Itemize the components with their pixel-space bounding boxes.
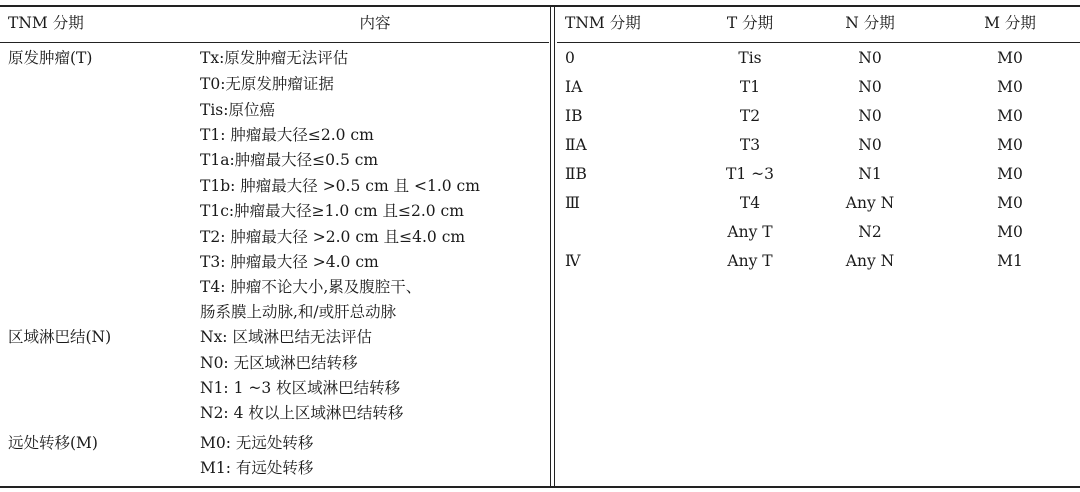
m-item-m0: M0: 无远处转移 xyxy=(200,434,314,452)
t-item-t1a: T1a:肿瘤最大径≤0.5 cm xyxy=(200,151,379,169)
category-regional-lymph-nodes: 区域淋巴结(N) xyxy=(8,328,112,346)
t-item-t1b: T1b: 肿瘤最大径 >0.5 cm 且 <1.0 cm xyxy=(200,177,480,195)
header-bottom-rule-right xyxy=(557,42,1080,43)
cell-stage: 0 xyxy=(565,49,575,67)
cell-n: Any N xyxy=(845,194,895,212)
right-header-n-stage: N 分期 xyxy=(845,14,895,32)
cell-m: M0 xyxy=(997,107,1023,125)
t-item-t0: T0:无原发肿瘤证据 xyxy=(200,75,334,93)
t-item-tx: Tx:原发肿瘤无法评估 xyxy=(200,49,349,67)
cell-stage: Ⅳ xyxy=(565,252,581,270)
cell-t: T4 xyxy=(739,194,761,212)
cell-n: N0 xyxy=(858,136,882,154)
right-header-t-stage: T 分期 xyxy=(726,14,774,32)
cell-m: M0 xyxy=(997,194,1023,212)
t-item-t4: T4: 肿瘤不论大小,累及腹腔干、 xyxy=(200,278,422,296)
cell-t: Any T xyxy=(727,252,773,270)
cell-t: Any T xyxy=(727,223,773,241)
left-header-tnm-stage: TNM 分期 xyxy=(8,14,84,32)
t-item-t3: T3: 肿瘤最大径 >4.0 cm xyxy=(200,253,379,271)
cell-t: T2 xyxy=(739,107,761,125)
cell-m: M0 xyxy=(997,49,1023,67)
cell-stage: ⅠA xyxy=(565,78,583,96)
t-item-t2: T2: 肿瘤最大径 >2.0 cm 且≤4.0 cm xyxy=(200,228,466,246)
cell-stage: ⅡB xyxy=(565,165,587,183)
n-item-n1: N1: 1 ~3 枚区域淋巴结转移 xyxy=(200,379,401,397)
t-item-t1: T1: 肿瘤最大径≤2.0 cm xyxy=(200,126,374,144)
center-double-rule-a xyxy=(550,5,551,487)
cell-n: Any N xyxy=(845,252,895,270)
n-item-nx: Nx: 区域淋巴结无法评估 xyxy=(200,328,372,346)
cell-n: N2 xyxy=(858,223,882,241)
cell-t: T3 xyxy=(739,136,761,154)
table-top-rule xyxy=(0,5,1080,7)
t-item-tis: Tis:原位癌 xyxy=(200,101,275,119)
m-item-m1: M1: 有远处转移 xyxy=(200,459,314,477)
cell-n: N0 xyxy=(858,78,882,96)
cell-t: T1 xyxy=(739,78,761,96)
t-item-t4-continued: 肠系膜上动脉,和/或肝总动脉 xyxy=(200,303,397,321)
left-header-content: 内容 xyxy=(359,14,391,32)
cell-m: M0 xyxy=(997,136,1023,154)
n-item-n0: N0: 无区域淋巴结转移 xyxy=(200,354,358,372)
right-header-m-stage: M 分期 xyxy=(984,14,1036,32)
header-bottom-rule-left xyxy=(0,42,549,43)
cell-n: N0 xyxy=(858,107,882,125)
cell-m: M0 xyxy=(997,165,1023,183)
cell-t: Tis xyxy=(738,49,762,67)
cell-m: M1 xyxy=(997,252,1023,270)
n-item-n2: N2: 4 枚以上区域淋巴结转移 xyxy=(200,404,404,422)
cell-stage: ⅠB xyxy=(565,107,583,125)
category-primary-tumor: 原发肿瘤(T) xyxy=(8,49,93,67)
cell-n: N1 xyxy=(858,165,882,183)
cell-m: M0 xyxy=(997,223,1023,241)
t-item-t1c: T1c:肿瘤最大径≥1.0 cm 且≤2.0 cm xyxy=(200,202,464,220)
table-bottom-rule xyxy=(0,486,1080,488)
center-double-rule-b xyxy=(554,5,555,487)
cell-t: T1 ~3 xyxy=(726,165,774,183)
cell-m: M0 xyxy=(997,78,1023,96)
cell-n: N0 xyxy=(858,49,882,67)
category-distant-metastasis: 远处转移(M) xyxy=(8,434,98,452)
cell-stage: ⅡA xyxy=(565,136,587,154)
cell-stage: Ⅲ xyxy=(565,194,580,212)
right-header-tnm-stage: TNM 分期 xyxy=(565,14,641,32)
